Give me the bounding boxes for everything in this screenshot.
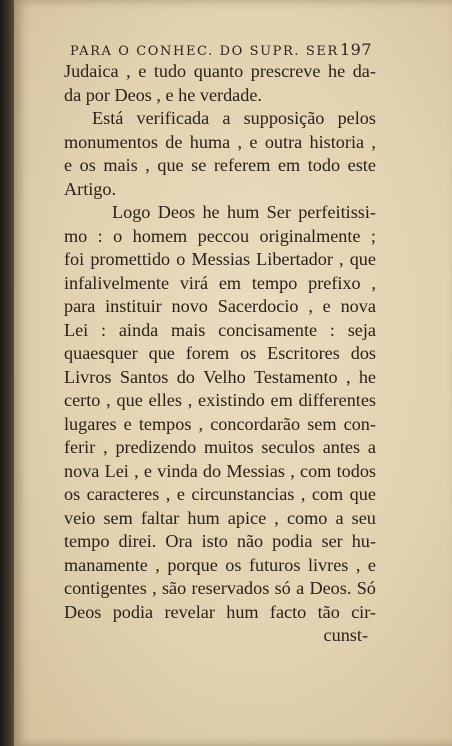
word: Ora <box>165 531 193 551</box>
word: con- <box>343 413 376 434</box>
word: e <box>322 296 331 316</box>
text-line <box>64 601 376 625</box>
word: com <box>311 484 344 504</box>
word: pelos <box>337 108 376 128</box>
word: he <box>327 61 346 81</box>
word: Messias <box>191 249 251 269</box>
word: caracteres <box>86 484 160 504</box>
word: a <box>222 108 231 128</box>
word: antes <box>322 437 361 457</box>
word: seu <box>351 507 376 528</box>
word: cir- <box>351 601 376 622</box>
text-line <box>64 460 376 484</box>
word: isto <box>201 531 228 551</box>
word: muitos <box>204 437 254 457</box>
text-line <box>64 225 376 249</box>
word: huma <box>189 131 231 152</box>
word: nova <box>64 460 100 481</box>
word: todo <box>307 155 341 175</box>
word: concisamente <box>218 319 318 340</box>
word: , <box>355 554 361 575</box>
word: quaesquer <box>64 343 138 363</box>
word: Ser <box>266 202 291 222</box>
book-gutter <box>0 0 14 746</box>
word: em <box>218 272 242 293</box>
running-title: PARA O CONHEC. DO SUPR. SER <box>70 44 339 59</box>
word: Judaica <box>64 61 119 81</box>
word: em <box>277 155 301 175</box>
text-line <box>64 413 376 437</box>
word: originalmente <box>259 225 361 246</box>
word: que <box>148 343 175 363</box>
word: , <box>155 554 160 575</box>
word: dos <box>350 343 376 363</box>
word: para <box>64 296 96 316</box>
word: revelar <box>164 601 215 622</box>
word: e <box>123 413 132 434</box>
word: prefixo <box>308 272 361 293</box>
word: os <box>240 343 257 363</box>
word: podia <box>272 531 313 551</box>
word: a <box>367 437 376 457</box>
word: hum <box>187 507 220 528</box>
word: ser <box>321 531 343 551</box>
text-line <box>64 201 376 225</box>
word: hu- <box>351 531 376 551</box>
body-text <box>64 60 376 648</box>
text-line <box>64 319 376 343</box>
text-line: da por Deos , e he verdade. <box>64 84 262 105</box>
word: , <box>308 296 313 316</box>
word: , <box>290 460 295 481</box>
word: prescreve <box>250 61 321 81</box>
word: do <box>202 460 222 481</box>
word: só <box>274 578 291 598</box>
word: que <box>157 155 184 175</box>
word: supposição <box>243 108 325 128</box>
word: tão <box>317 601 340 622</box>
book-page <box>14 0 452 746</box>
word: do <box>176 366 195 387</box>
word: , <box>198 413 204 434</box>
word: tudo <box>153 61 187 81</box>
word: outra <box>264 131 303 152</box>
word: vinda <box>157 460 198 481</box>
text-line <box>64 272 376 296</box>
word: , <box>134 460 139 481</box>
word: todos <box>336 460 376 481</box>
word: Lei <box>104 460 129 481</box>
word: seculos <box>261 437 315 457</box>
word: e <box>367 554 376 575</box>
word: mo <box>64 225 88 246</box>
word: he <box>202 202 220 222</box>
word: veio <box>64 507 96 528</box>
word: o <box>176 249 186 269</box>
text-line <box>64 577 376 601</box>
word: homem <box>132 225 188 246</box>
word: direi. <box>118 531 157 551</box>
word: que <box>349 484 376 504</box>
word: lugares <box>64 413 117 434</box>
text-line <box>64 389 376 413</box>
page-number: 197 <box>339 40 372 59</box>
word: futuros <box>248 554 301 575</box>
word: Livros <box>64 366 112 387</box>
word: , <box>371 272 376 293</box>
word: como <box>286 507 328 528</box>
text-line <box>64 295 376 319</box>
text-line <box>64 483 376 507</box>
text-line <box>64 154 376 178</box>
word: , <box>165 484 171 504</box>
word: tempo <box>64 531 110 551</box>
word: Testamento <box>254 366 338 387</box>
word: : <box>101 319 107 340</box>
word: faltar <box>140 507 180 528</box>
word: que <box>116 390 143 410</box>
word: differentes <box>298 390 376 410</box>
text-line <box>64 366 376 390</box>
word: : <box>97 225 103 246</box>
word: certo <box>64 390 101 410</box>
word: sem <box>103 507 133 528</box>
word: com <box>300 460 332 481</box>
word: a <box>335 507 344 528</box>
word: , <box>126 61 131 81</box>
word: referem <box>213 155 271 175</box>
word: contigentes <box>64 578 147 598</box>
word: Só <box>356 578 376 598</box>
word: mais <box>103 155 138 175</box>
word: reservados <box>191 578 270 598</box>
word: circunstancias <box>191 484 295 504</box>
word: Escritores <box>267 343 340 363</box>
word: e <box>64 155 73 175</box>
word: historia <box>309 131 365 152</box>
word: , <box>187 390 193 410</box>
word: : <box>329 319 335 340</box>
word: tempo <box>251 272 298 293</box>
word: o <box>113 225 123 246</box>
word: os <box>225 554 242 575</box>
word: e <box>143 460 152 481</box>
word: são <box>161 578 187 598</box>
word: não <box>236 531 264 551</box>
word: ferir <box>64 437 96 457</box>
word: tempos <box>138 413 192 434</box>
word: ; <box>370 225 376 246</box>
text-line <box>64 60 376 84</box>
text-line <box>64 131 376 155</box>
text-line <box>64 248 376 272</box>
word: hum <box>226 601 259 622</box>
word: novo <box>171 296 208 316</box>
word: se <box>191 155 207 175</box>
page-header <box>70 40 372 59</box>
word: Lei <box>64 319 89 340</box>
word: porque <box>167 554 218 575</box>
text-line <box>64 554 376 578</box>
word: infalivelmente <box>64 272 170 293</box>
word: concordarão <box>210 413 301 434</box>
word: perfeitissi- <box>298 202 376 222</box>
word: , <box>339 249 344 269</box>
word: de <box>165 131 183 152</box>
word: em <box>270 390 293 410</box>
word: existindo <box>198 390 265 410</box>
word: ainda <box>118 319 159 340</box>
word: livres <box>307 554 349 575</box>
word: , <box>152 578 157 598</box>
word: seja <box>347 319 376 340</box>
text-line <box>64 436 376 460</box>
word: hum <box>226 202 260 222</box>
word: , <box>145 155 150 175</box>
word: manamente <box>64 554 148 575</box>
word: predizendo <box>115 437 197 457</box>
word: Libertador <box>256 249 333 269</box>
text-line <box>64 342 376 366</box>
word: os <box>64 484 81 504</box>
word: verificada <box>136 108 210 128</box>
word: virá <box>179 272 209 293</box>
word: facto <box>269 601 307 622</box>
word: , <box>106 390 111 410</box>
word: quanto <box>193 61 244 81</box>
word: Deos <box>64 601 102 622</box>
word: he <box>358 366 376 387</box>
text-line: Artigo. <box>64 178 117 199</box>
word: apice <box>227 507 267 528</box>
word: Messias <box>226 460 285 481</box>
word: Sacerdocio <box>217 296 299 316</box>
word: peccou <box>197 225 250 246</box>
word: , <box>103 437 108 457</box>
word: foi <box>64 249 85 269</box>
word: que <box>349 249 376 269</box>
word: , <box>345 366 351 387</box>
word: mais <box>171 319 206 340</box>
word: podia <box>112 601 154 622</box>
word: da- <box>352 61 376 81</box>
word: Deos <box>157 202 196 222</box>
word: nova <box>340 296 376 316</box>
word: Santos <box>119 366 169 387</box>
text-line <box>64 530 376 554</box>
word: a <box>296 578 305 598</box>
text-line <box>64 107 376 131</box>
word: Está <box>92 108 124 128</box>
word: os <box>79 155 96 175</box>
word: elles <box>148 390 182 410</box>
word: instituir <box>105 296 162 316</box>
word: , <box>371 131 376 152</box>
word: Logo <box>112 202 151 222</box>
word: , <box>237 131 243 152</box>
text-line <box>64 507 376 531</box>
word: e <box>138 61 147 81</box>
word: Velho <box>203 366 246 387</box>
word: , <box>274 507 279 528</box>
word: Deos. <box>309 578 352 598</box>
catchword: cunst- <box>323 625 368 645</box>
word: e <box>249 131 258 152</box>
word: este <box>347 155 376 175</box>
word: e <box>176 484 185 504</box>
word: sem <box>307 413 337 434</box>
word: , <box>300 484 306 504</box>
word: monumentos <box>64 131 158 152</box>
word: promettido <box>90 249 171 269</box>
word: forem <box>185 343 230 363</box>
